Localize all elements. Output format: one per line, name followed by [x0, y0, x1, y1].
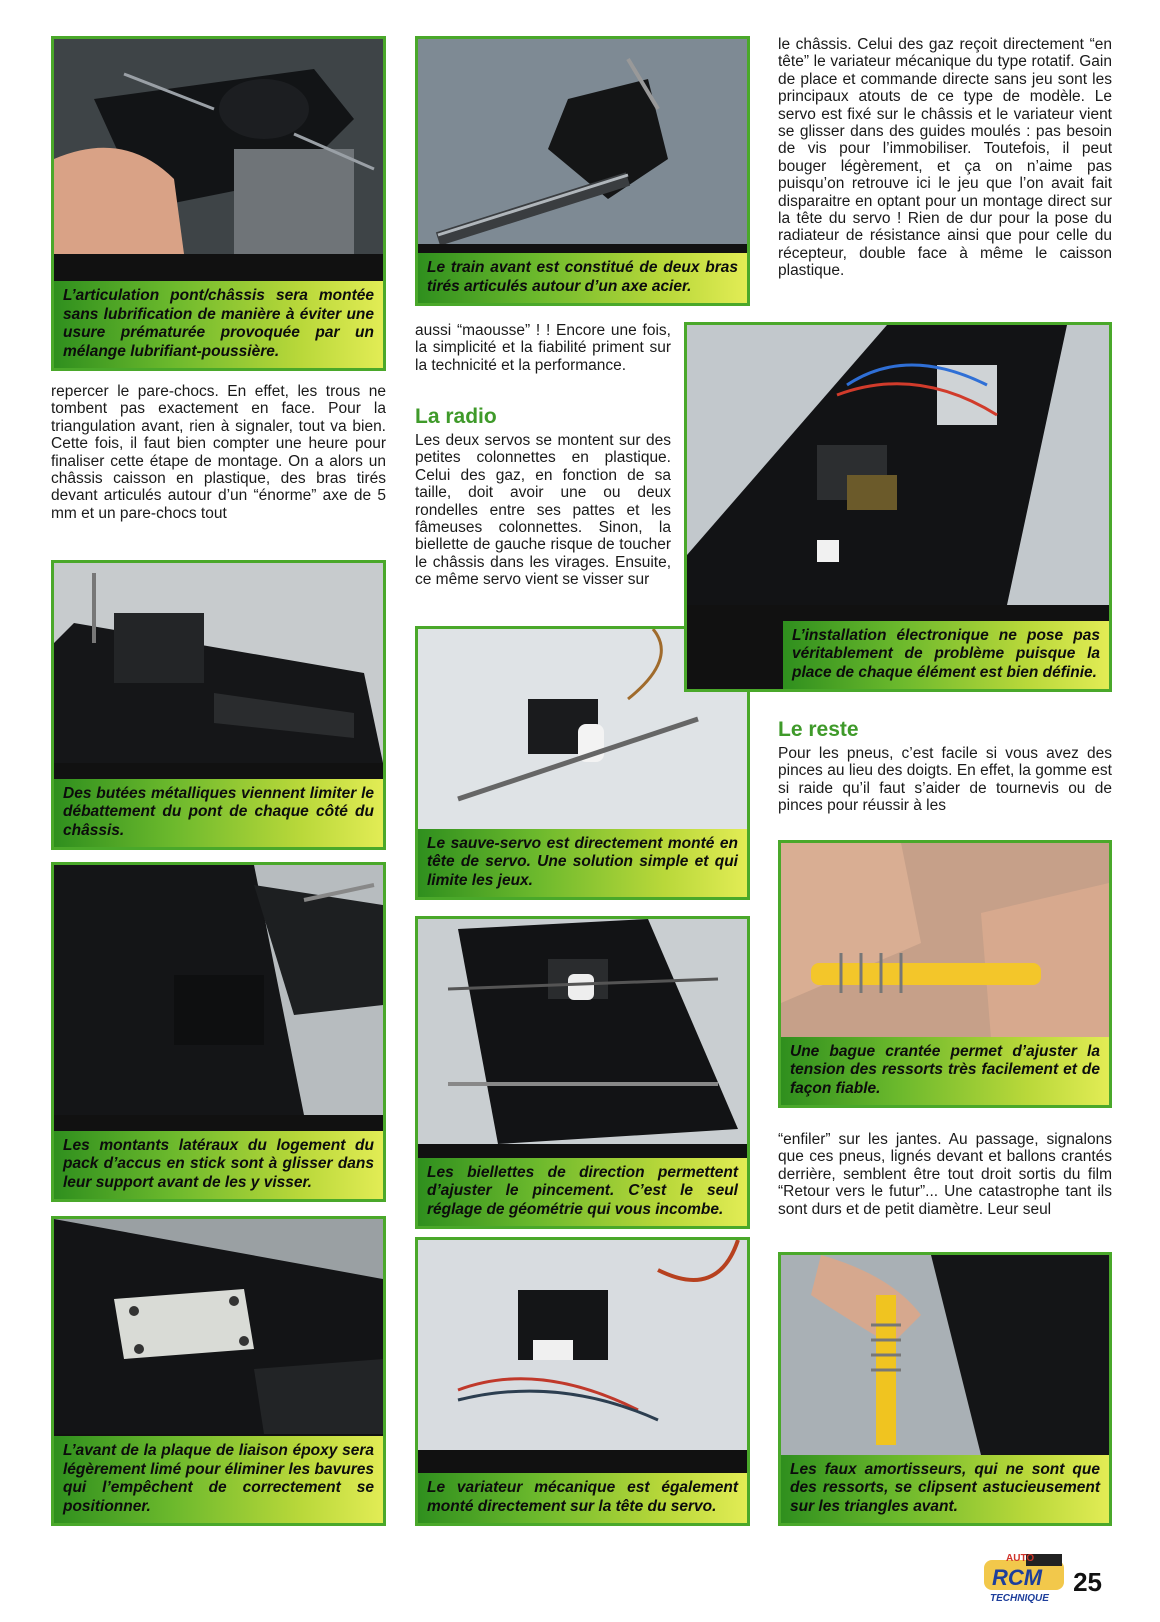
photo-epoxy-plate — [51, 1216, 386, 1526]
photo-image — [54, 865, 383, 1115]
body-text-col3a: le châssis. Celui des gaz reçoit directement “en tête” le variateur mécanique du type rotatif. Gain de place et commande directe sans jeu sont les principaux atouts de ce type de modèle. Le servo est fixé sur le châssis et le variateur vient se glisser dans des guides moulés : pas besoin de vis pour l’immobiliser. Toutefois, il peut bouger légèrement, et ça on n’aime pas puisqu’on retrouve ici le jeu que l’on avait fait disparaitre en optant pour un montage direct sur la tête du servo ! Rien de dur pour la pose du radiateur de résistance ainsi que pour celle du récepteur, double face à même le caisson plastique. — [778, 36, 1112, 280]
photo-axle-pivot — [51, 36, 386, 371]
caption: Une bague crantée permet d’ajuster la tension des ressorts très facilement et de façon fiable. — [781, 1037, 1109, 1106]
body-text-col1: repercer le pare-chocs. En effet, les trous ne tombent pas exactement en face. Pour la triangulation avant, rien à signaler, tout va bien. Cette fois, il faut bien compter une heure pour finaliser cette étape de montage. On a alors un châssis caisson en plastique, des bras tirés devant articulés autour d’un “énorme” axe de 5 mm et un pare-chocs tout — [51, 383, 386, 522]
page-number: 25 — [1073, 1567, 1102, 1597]
body-text-col3c: “enfiler” sur les jantes. Au passage, signalons que ces pneus, lignés devant et ballons crantés derrière, semblent être tout droit sortis du film “Retour vers le futur”... Une catastrophe tant ils sont durs et de petit diamètre. Leur seul — [778, 1131, 1112, 1218]
photo-front-arms — [415, 36, 750, 306]
photo-image — [54, 563, 383, 763]
photo-metal-stops — [51, 560, 386, 850]
photo-electronics — [684, 322, 1112, 692]
photo-battery-uprights — [51, 862, 386, 1202]
photo-spring-ring — [778, 840, 1112, 1108]
photo-image — [781, 843, 1109, 1038]
body-text-col2b: Les deux servos se montent sur des petites colonnettes en plastique. Celui des gaz, en fonction de sa taille, doit avoir une ou deux rondelles entre ses pattes et les fâmeuses colonnettes. Sinon, la biellette de gauche risque de toucher le châssis dans les virages. Ensuite, ce même servo vient se visser sur — [415, 432, 671, 589]
caption: Les faux amortisseurs, qui ne sont que des ressorts, se clipsent astucieusement sur les triangles avant. — [781, 1455, 1109, 1524]
photo-steering-links — [415, 916, 750, 1229]
photo-image — [54, 39, 383, 254]
body-text-col3b: Pour les pneus, c’est facile si vous avez des pinces au lieu des doigts. En effet, la gomme est si raide qu’il faut s’aider de tournevis ou de pinces pour réussir à les — [778, 745, 1112, 815]
photo-fake-shocks — [778, 1252, 1112, 1526]
photo-image — [418, 39, 747, 244]
logo-auto: AUTO — [1006, 1553, 1035, 1564]
caption: Le train avant est constitué de deux bras tirés articulés autour d’un axe acier. — [418, 253, 747, 303]
heading-reste: Le reste — [778, 718, 859, 741]
logo-rcm: RCM — [992, 1565, 1043, 1590]
caption: Les montants latéraux du logement du pack d’accus en stick sont à glisser dans leur support avant de les y visser. — [54, 1131, 383, 1200]
photo-image — [781, 1255, 1109, 1455]
body-text-col2a: aussi “maousse” ! ! Encore une fois, la simplicité et la fiabilité priment sur la technicité et la performance. — [415, 322, 671, 374]
caption: L’installation électronique ne pose pas véritablement de problème puisque la place de chaque élément est bien définie. — [783, 621, 1109, 690]
photo-image — [418, 1240, 747, 1450]
heading-radio: La radio — [415, 405, 497, 428]
logo-technique: TECHNIQUE — [990, 1593, 1049, 1604]
caption: L’articulation pont/châssis sera montée sans lubrification de manière à éviter une usure prématurée provoquée par un mélange lubrifiant-poussière. — [54, 281, 383, 368]
caption: Les biellettes de direction permettent d’ajuster le pincement. C’est le seul réglage de géométrie qui vous incombe. — [418, 1158, 747, 1227]
caption: L’avant de la plaque de liaison époxy sera légèrement limé pour éliminer les bavures qui l’empêchent de correctement se positionner. — [54, 1436, 383, 1523]
photo-image — [687, 325, 1109, 605]
caption: Le variateur mécanique est également monté directement sur la tête du servo. — [418, 1473, 747, 1523]
caption: Des butées métalliques viennent limiter le débattement du pont de chaque côté du châssis. — [54, 779, 383, 848]
caption: Le sauve-servo est directement monté en tête de servo. Une solution simple et qui limite les jeux. — [418, 829, 747, 898]
photo-image — [54, 1219, 383, 1434]
photo-speed-controller — [415, 1237, 750, 1526]
photo-image — [418, 919, 747, 1144]
rcm-logo — [978, 1552, 1070, 1604]
